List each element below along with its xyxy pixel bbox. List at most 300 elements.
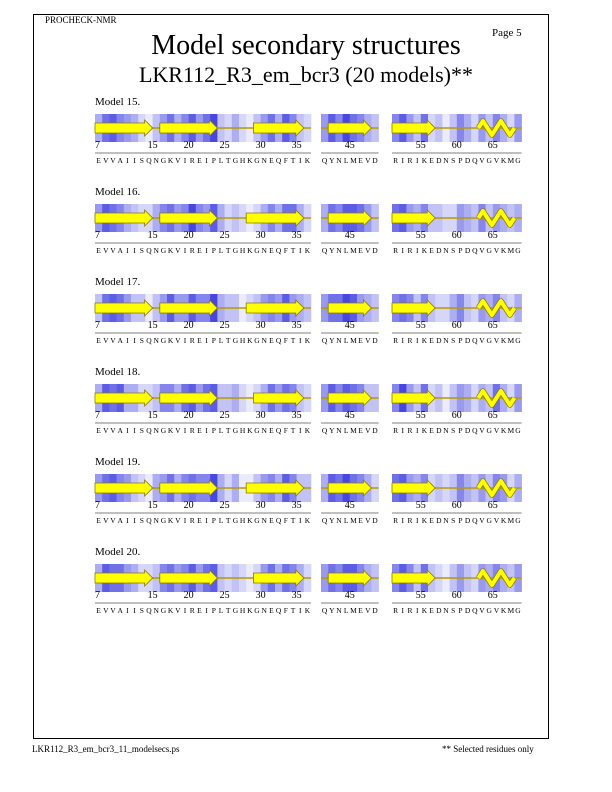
residue-tick-label: 30 [255,410,266,421]
sequence-letter: V [175,516,181,525]
sequence-letter: I [126,156,129,165]
sequence-letter: N [153,606,159,615]
sequence-letter: I [205,426,208,435]
sequence-letter: D [436,246,442,255]
sequence-letter: R [189,606,195,615]
sequence-letter: I [183,426,187,435]
sequence-letter: S [451,426,456,435]
sequence-letter: I [415,336,419,345]
sequence-letter: G [515,246,521,255]
sequence-letter: R [393,426,399,435]
sequence-letter: N [261,516,267,525]
sequence-letter: Q [472,606,478,615]
sequence-letter: N [336,156,342,165]
residue-tick-label: 20 [183,140,194,151]
residue-tick-label: 25 [219,230,230,241]
sequence-letter: I [133,516,136,525]
sequence-letter: G [232,606,239,615]
residue-tick-label: 65 [487,590,498,601]
sequence-letter: A [117,156,123,165]
sequence-letter: H [239,156,246,165]
sequence-letter: Q [321,246,328,255]
sequence-letter: A [117,516,123,525]
sequence-letter: G [486,606,492,615]
sequence-letter: I [401,606,405,615]
sequence-letter: K [247,426,253,435]
sequence-letter: H [239,426,246,435]
sequence-letter: E [358,336,363,345]
sequence-letter: I [205,606,208,615]
sequence-letter: I [205,156,208,165]
sequence-letter: P [458,336,463,345]
residue-tick-label: 20 [183,590,194,601]
sequence-letter: N [443,426,449,435]
sequence-letter: I [415,246,419,255]
sequence-letter: D [436,336,442,345]
residue-tick-label: 35 [291,320,302,331]
residue-tick-label: 65 [487,140,498,151]
sequence-letter: T [290,516,296,525]
structure-track [0,456,612,541]
sequence-letter: G [254,606,260,615]
sequence-letter: S [451,246,456,255]
sequence-letter: L [218,516,224,525]
sequence-letter: I [401,516,405,525]
sequence-letter: T [290,246,296,255]
residue-tick-label: 35 [291,140,302,151]
sequence-letter: Y [329,426,335,435]
residue-tick-label: 60 [451,140,462,151]
sequence-letter: G [254,426,260,435]
sequence-letter: R [189,426,195,435]
sequence-letter: N [443,156,449,165]
sequence-letter: K [304,336,311,345]
sequence-letter: Q [146,426,152,435]
sequence-letter: V [103,336,109,345]
sequence-letter: K [304,246,311,255]
sequence-letter: N [153,156,159,165]
sequence-letter: Y [329,516,335,525]
sequence-letter: Y [329,246,335,255]
sequence-letter: V [479,516,485,525]
sequence-letter: E [96,516,101,525]
sequence-letter: K [421,606,428,615]
sequence-letter: Q [472,426,478,435]
sequence-letter: V [103,426,109,435]
sequence-letter: R [407,156,413,165]
sequence-letter: I [133,426,136,435]
sequence-letter: H [239,606,246,615]
residue-tick-label: 45 [344,140,355,151]
sequence-letter: N [261,426,267,435]
residue-tick-label: 55 [415,590,426,601]
sequence-letter: V [479,606,485,615]
sequence-letter: N [153,516,159,525]
residue-tick-label: 60 [451,590,462,601]
sequence-letter: L [343,606,349,615]
sequence-letter: I [205,246,208,255]
sequence-letter: I [298,426,302,435]
page-subtitle: LKR112_R3_em_bcr3 (20 models)** [138,62,474,87]
sequence-letter: P [211,336,216,345]
sequence-letter: Q [321,426,328,435]
sequence-letter: E [429,336,434,345]
sequence-letter: K [167,246,174,255]
sequence-letter: V [103,246,109,255]
model-label: Model 16. [95,186,141,198]
residue-tick-label: 25 [219,320,230,331]
residue-tick-label: 15 [147,590,158,601]
sequence-letter: S [139,246,144,255]
sequence-letter: I [133,606,136,615]
sequence-letter: T [290,426,296,435]
sequence-letter: I [133,336,136,345]
sequence-letter: E [197,336,202,345]
sequence-letter: M [350,426,357,435]
sequence-letter: N [261,336,267,345]
sequence-letter: K [247,156,253,165]
structure-track [0,276,612,361]
sequence-letter: S [139,426,144,435]
sequence-letter: V [110,426,116,435]
sequence-letter: F [283,516,288,525]
sequence-letter: V [493,246,500,255]
residue-tick-label: 7 [95,140,100,151]
residue-tick-label: 45 [344,230,355,241]
residue-tick-label: 55 [415,320,426,331]
sequence-letter: D [436,606,442,615]
residue-tick-label: 20 [183,500,194,511]
sequence-letter: R [407,606,413,615]
sequence-letter: S [139,156,144,165]
sequence-letter: P [211,606,216,615]
sequence-letter: P [458,516,463,525]
program-name: PROCHECK-NMR [45,15,117,25]
sequence-letter: E [269,336,274,345]
sequence-letter: D [436,516,442,525]
sequence-letter: Q [275,516,282,525]
residue-tick-label: 35 [291,230,302,241]
sequence-letter: V [110,246,116,255]
model-block [0,456,612,541]
model-label: Model 18. [95,366,141,378]
sequence-letter: T [225,516,231,525]
sequence-letter: N [336,246,342,255]
sequence-letter: F [283,336,288,345]
sequence-letter: N [443,336,449,345]
sequence-letter: A [117,606,123,615]
sequence-letter: E [358,426,363,435]
sequence-letter: K [500,336,507,345]
sequence-letter: K [500,246,507,255]
sequence-letter: Q [321,156,328,165]
residue-tick-label: 30 [255,230,266,241]
sequence-letter: E [96,426,101,435]
sequence-letter: G [232,246,239,255]
sequence-letter: T [225,336,231,345]
sequence-letter: E [96,246,101,255]
sequence-letter: Q [472,246,478,255]
sequence-letter: V [493,156,500,165]
residue-tick-label: 7 [95,410,100,421]
sequence-letter: N [153,336,159,345]
sequence-letter: E [429,516,434,525]
sequence-letter: P [211,156,216,165]
sequence-letter: M [507,156,515,165]
model-block [0,186,612,271]
residue-tick-label: 45 [344,590,355,601]
sequence-letter: I [126,606,129,615]
sequence-letter: I [415,516,419,525]
sequence-letter: N [443,516,449,525]
sequence-letter: T [290,156,296,165]
sequence-letter: I [183,606,187,615]
sequence-letter: N [443,246,449,255]
sequence-letter: Y [329,606,335,615]
model-label: Model 15. [95,96,141,108]
sequence-letter: L [218,336,224,345]
residue-tick-label: 7 [95,500,100,511]
sequence-letter: V [365,426,371,435]
sequence-letter: Y [329,336,335,345]
sequence-letter: V [110,156,116,165]
sequence-letter: S [451,606,456,615]
sequence-letter: G [160,336,167,345]
sequence-letter: E [197,516,202,525]
sequence-letter: I [298,336,302,345]
residue-tick-label: 55 [415,410,426,421]
sequence-letter: T [290,606,296,615]
sequence-letter: P [458,606,463,615]
sequence-letter: R [407,516,413,525]
sequence-letter: T [225,156,231,165]
residue-tick-label: 25 [219,410,230,421]
residue-tick-label: 15 [147,320,158,331]
residue-tick-label: 30 [255,500,266,511]
sequence-letter: G [160,606,167,615]
sequence-letter: Q [472,516,478,525]
sequence-letter: V [493,516,500,525]
sequence-letter: G [232,516,239,525]
sequence-letter: L [343,336,349,345]
sequence-letter: A [117,336,123,345]
sequence-letter: I [183,156,187,165]
residue-tick-label: 7 [95,320,100,331]
sequence-letter: Q [275,246,282,255]
sequence-letter: Q [321,336,328,345]
sequence-letter: K [167,156,174,165]
sequence-letter: A [117,246,123,255]
sequence-letter: T [225,426,231,435]
sequence-letter: I [183,246,187,255]
sequence-letter: D [464,606,471,615]
sequence-letter: Q [275,426,282,435]
residue-tick-label: 20 [183,410,194,421]
residue-tick-label: 60 [451,410,462,421]
sequence-letter: P [211,426,216,435]
sequence-letter: E [358,156,363,165]
page-title: Model secondary structures [151,30,461,61]
sequence-letter: I [401,336,405,345]
residue-tick-label: 20 [183,230,194,241]
sequence-letter: S [451,156,456,165]
residue-tick-label: 7 [95,590,100,601]
sequence-letter: V [479,246,485,255]
sequence-letter: E [429,246,434,255]
residue-tick-label: 30 [255,140,266,151]
sequence-letter: V [103,516,109,525]
sequence-letter: Q [146,606,152,615]
sequence-letter: M [507,246,515,255]
footer-filename: LKR112_R3_em_bcr3_11_modelsecs.ps [32,744,180,754]
sequence-letter: V [493,426,500,435]
sequence-letter: N [261,246,267,255]
sequence-letter: L [218,606,224,615]
sequence-letter: I [133,246,136,255]
sequence-letter: K [500,426,507,435]
sequence-letter: M [350,516,357,525]
residue-tick-label: 15 [147,140,158,151]
sequence-letter: N [336,336,342,345]
sequence-letter: L [218,246,224,255]
sequence-letter: E [197,426,202,435]
residue-tick-label: 55 [415,230,426,241]
sequence-letter: G [486,246,492,255]
sequence-letter: E [269,426,274,435]
sequence-letter: R [407,336,413,345]
sequence-letter: V [175,156,181,165]
sequence-letter: G [486,516,492,525]
sequence-letter: E [358,606,363,615]
sequence-letter: G [254,336,260,345]
sequence-letter: I [126,426,129,435]
sequence-letter: G [515,606,521,615]
sequence-letter: K [304,606,311,615]
sequence-letter: E [429,606,434,615]
sequence-letter: Q [321,516,328,525]
sequence-letter: I [401,246,405,255]
sequence-letter: F [283,156,288,165]
sequence-letter: G [254,246,260,255]
residue-tick-label: 7 [95,230,100,241]
sequence-letter: D [464,516,471,525]
sequence-letter: G [254,156,260,165]
sequence-letter: V [365,606,371,615]
sequence-letter: I [298,606,302,615]
structure-track [0,546,612,631]
sequence-letter: G [232,156,239,165]
sequence-letter: V [175,606,181,615]
sequence-letter: P [458,246,463,255]
sequence-letter: G [160,516,167,525]
sequence-letter: L [343,426,349,435]
residue-tick-label: 35 [291,500,302,511]
sequence-letter: E [197,246,202,255]
sequence-letter: T [225,606,231,615]
sequence-letter: D [372,156,378,165]
sequence-letter: K [421,516,428,525]
sequence-letter: G [232,336,239,345]
sequence-letter: K [421,246,428,255]
sequence-letter: H [239,516,246,525]
sequence-letter: D [436,426,442,435]
sequence-letter: D [436,156,442,165]
sequence-letter: N [153,246,159,255]
sequence-letter: M [507,426,515,435]
sequence-letter: D [372,336,378,345]
sequence-letter: Q [472,336,478,345]
sequence-letter: K [500,156,507,165]
sequence-letter: K [500,606,507,615]
sequence-letter: G [160,156,167,165]
sequence-letter: V [175,246,181,255]
sequence-letter: V [479,426,485,435]
sequence-letter: I [205,336,208,345]
sequence-letter: I [133,156,136,165]
model-label: Model 20. [95,546,141,558]
sequence-letter: M [350,156,357,165]
sequence-letter: S [139,516,144,525]
sequence-letter: I [401,156,405,165]
sequence-letter: K [421,156,428,165]
sequence-letter: N [443,606,449,615]
sequence-letter: V [175,336,181,345]
sequence-letter: G [515,156,521,165]
sequence-letter: D [372,426,378,435]
sequence-letter: L [218,156,224,165]
sequence-letter: L [218,426,224,435]
sequence-letter: V [479,336,485,345]
sequence-letter: V [110,516,116,525]
sequence-letter: K [421,336,428,345]
sequence-letter: H [239,246,246,255]
sequence-letter: M [350,246,357,255]
sequence-letter: I [415,606,419,615]
sequence-letter: M [507,606,515,615]
sequence-letter: K [247,516,253,525]
sequence-letter: E [269,246,274,255]
sequence-letter: K [247,336,253,345]
residue-tick-label: 60 [451,230,462,241]
sequence-letter: M [507,336,515,345]
residue-tick-label: 45 [344,500,355,511]
sequence-letter: Q [472,156,478,165]
residue-tick-label: 55 [415,140,426,151]
structure-track [0,96,612,181]
page-number: Page 5 [492,27,522,39]
sequence-letter: N [153,426,159,435]
sequence-letter: V [493,336,500,345]
sequence-letter: V [365,156,371,165]
sequence-letter: F [283,606,288,615]
sequence-letter: R [393,516,399,525]
residue-tick-label: 55 [415,500,426,511]
sequence-letter: D [464,246,471,255]
sequence-letter: Q [146,336,152,345]
sequence-letter: R [393,606,399,615]
sequence-letter: P [458,156,463,165]
sequence-letter: R [393,156,399,165]
sequence-letter: K [500,516,507,525]
footer-note: ** Selected residues only [442,744,534,754]
sequence-letter: V [103,156,109,165]
sequence-letter: R [407,426,413,435]
residue-tick-label: 45 [344,410,355,421]
sequence-letter: G [486,156,492,165]
sequence-letter: I [126,516,129,525]
sequence-letter: R [189,336,195,345]
sequence-letter: R [393,246,399,255]
